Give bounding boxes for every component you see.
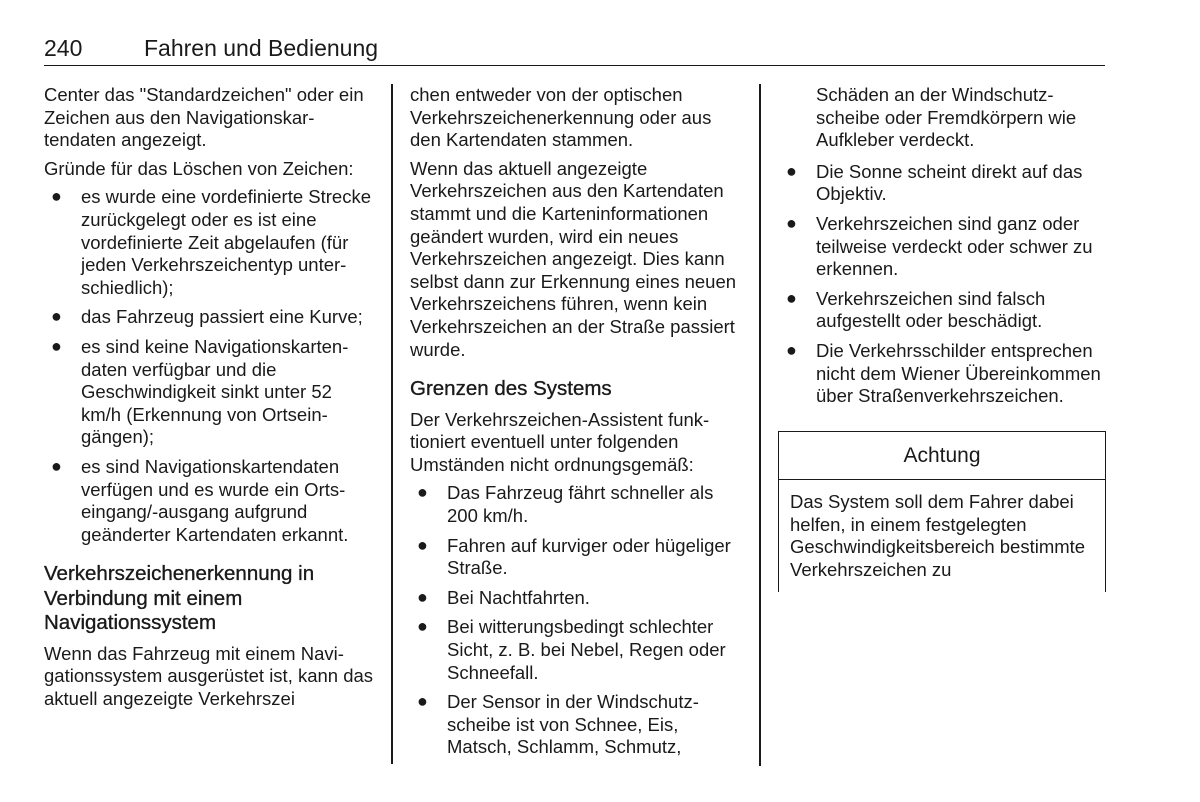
bullet-icon: ● (417, 482, 428, 503)
list-item-text: Bei witterungsbedingt schlechter Sicht, z. B. bei Nebel, Regen oder Schneefall. (447, 616, 726, 683)
bullet-icon: ● (417, 586, 428, 607)
list-item (779, 161, 1106, 206)
bullet-list (779, 161, 1106, 408)
page-header (44, 33, 1105, 66)
section-heading: Verkehrszeichenerkennung in Verbindung mit einem Navigationssystem (44, 562, 315, 635)
list-item-text: es wurde eine vordefinierte Strecke zurückgelegt oder es ist eine vordefinierte Zeit abgelaufen (für jeden Verkehrszeichentyp unterschiedlich); (81, 186, 371, 298)
list-item-text: es sind keine Navigationskartendaten verfügbar und die Geschwindigkeit sinkt unter 52 km/h (Erkennung von Ortseingängen); (81, 335, 349, 448)
list-item-continuation: Schäden an der Windschutzscheibe oder Fremdkörpern wie Aufkleber verdeckt. (816, 84, 1077, 151)
section-heading: Grenzen des Systems (410, 377, 612, 401)
list-item (410, 616, 744, 684)
list-item (410, 691, 744, 759)
list-item-text: das Fahrzeug passiert eine Kurve; (81, 306, 363, 328)
list-item (44, 306, 374, 329)
list-item (44, 456, 374, 546)
list-item-text: Bei Nachtfahrten. (447, 586, 590, 608)
list-item-text: Das Fahrzeug fährt schneller als 200 km/h. (447, 482, 714, 526)
bullet-icon: ● (51, 306, 62, 327)
warning-box (778, 431, 1106, 592)
page-number: 240 (44, 35, 83, 61)
bullet-icon: ● (417, 534, 428, 555)
bullet-list (410, 482, 744, 759)
column-left (44, 84, 374, 717)
list-item (410, 587, 744, 610)
bullet-icon: ● (51, 186, 62, 207)
list-item-text: Die Verkehrsschilder entsprechen nicht dem Wiener Übereinkommen über Straßenverkehrszeichen. (816, 339, 1101, 407)
column-divider-left (391, 84, 393, 764)
warning-text: Das System soll dem Fahrer dabei helfen, in einem festgelegten Geschwindigkeitsbereich bestimmte Verkehrszeichen zu (790, 491, 1086, 580)
paragraph: Der Verkehrszeichen-Assistent funktioniert eventuell unter folgenden Umständen nicht ordnungsgemäß: (410, 408, 710, 475)
column-divider-right (759, 84, 761, 766)
column-middle (410, 84, 744, 766)
bullet-icon: ● (786, 212, 797, 233)
list-item (779, 340, 1106, 408)
list-item-text: Verkehrszeichen sind ganz oder teilweise verdeckt oder schwer zu erkennen. (816, 212, 1093, 280)
list-item-text: Verkehrszeichen sind falsch aufgestellt oder beschädigt. (816, 287, 1046, 332)
bullet-icon: ● (417, 691, 428, 712)
list-item-text: Der Sensor in der Windschutzscheibe ist von Schnee, Eis, Matsch, Schlamm, Schmutz, (447, 691, 699, 758)
bullet-icon: ● (786, 160, 797, 181)
paragraph: Center das "Standardzeichen" oder ein Zeichen aus den Navigationskartendaten angezeigt. (44, 84, 364, 151)
list-item (44, 336, 374, 449)
list-item (410, 535, 744, 580)
bullet-icon: ● (51, 335, 62, 356)
list-item (410, 482, 744, 527)
paragraph: Wenn das Fahrzeug mit einem Navigationssystem ausgerüstet ist, kann das aktuell angezeigte Verkehrszei (44, 642, 374, 709)
bullet-icon: ● (51, 455, 62, 476)
list-item-text: Die Sonne scheint direkt auf das Objektiv. (816, 160, 1083, 205)
warning-title: Achtung (779, 432, 1105, 480)
list-item (779, 288, 1106, 333)
paragraph: Wenn das aktuell angezeigte Verkehrszeichen aus den Kartendaten stammt und die Karteninformationen geändert wurden, wird ein neues Verkehrszeichen angezeigt. Dies kann selbst dann zur Erkennung eines neuen Verkehrszeichens führen, wenn kein Verkehrszeichen an der Straße passiert wurde. (410, 157, 737, 360)
paragraph: chen entweder von der optischen Verkehrszeichenerkennung oder aus den Kartendaten stammen. (410, 84, 712, 151)
chapter-title: Fahren und Bedienung (144, 35, 379, 61)
bullet-icon: ● (786, 287, 797, 308)
list-item (44, 186, 374, 299)
column-right (788, 84, 1106, 415)
list-item (779, 213, 1106, 281)
bullet-list (44, 186, 374, 546)
bullet-icon: ● (786, 339, 797, 360)
paragraph: Gründe für das Löschen von Zeichen: (44, 157, 354, 179)
list-item-text: Fahren auf kurviger oder hügeliger Straße. (447, 534, 731, 579)
list-item-text: es sind Navigationskartendaten verfügen und es wurde ein Ortseingang/-ausgang aufgrund geänderter Kartendaten erkannt. (81, 455, 349, 545)
bullet-icon: ● (417, 616, 428, 637)
